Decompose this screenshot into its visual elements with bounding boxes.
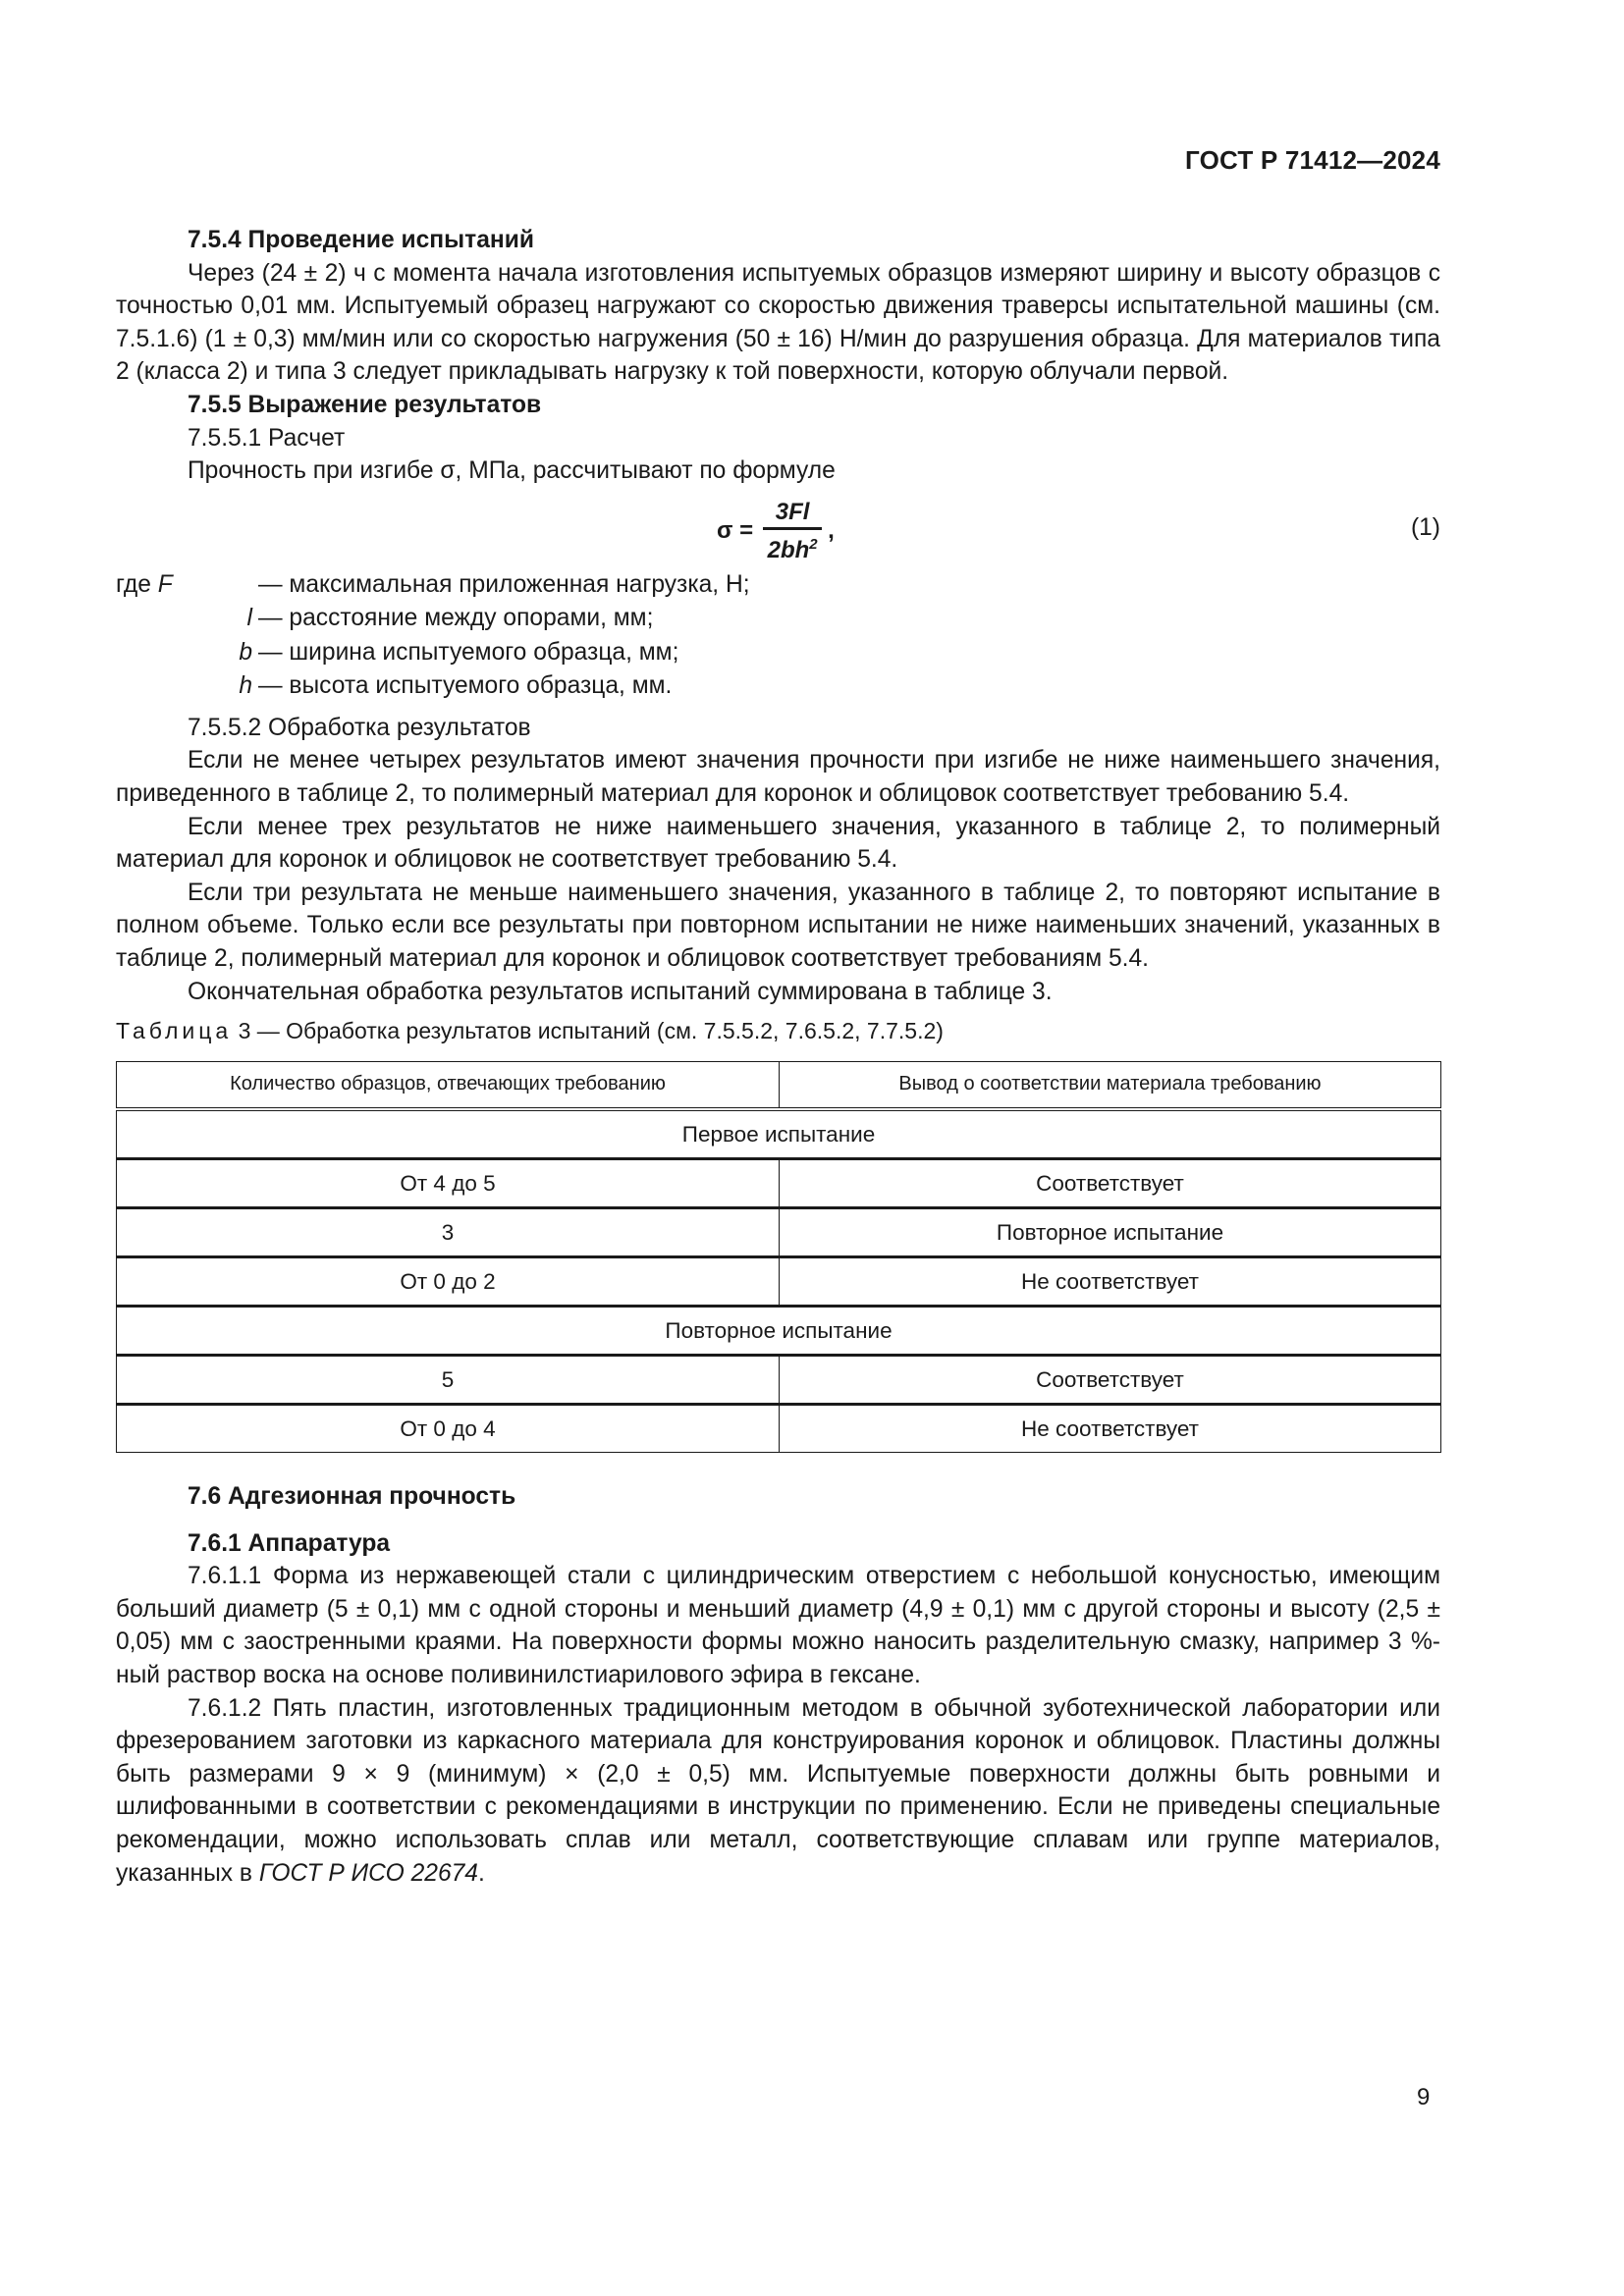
table-cell: От 0 до 4 [117,1405,780,1453]
spacer [116,1453,1440,1480]
table-header-row [117,1062,1441,1110]
table-cell: 3 [117,1208,780,1257]
denominator-base: 2bh [767,536,810,563]
results-processing-table [116,1061,1441,1453]
paragraph-text: 7.6.1.2 Пять пластин, изготовленных традиционным методом в обычной зуботехнической лаборатории или фрезерованием заготовки из каркасного материала для конструирования коронок и облицовок. Пластины должны быть размерами 9 × 9 (минимум) × (2,0 ± 0,5) мм. Испытуемые поверхности должны быть ровными и шлифованными в соответствии с рекомендациями в инструкции по применению. Если не приведены специальные рекомендации, можно использовать сплав или металл, соответствующие сплавам или группе материалов, указанных в [116,1694,1440,1887]
table-cell: Соответствует [780,1356,1441,1405]
formula-fraction [763,498,822,565]
table-section-row [117,1109,1441,1159]
table-caption-text: 3 — Обработка результатов испытаний (см. 7.5.5.2, 7.6.5.2, 7.7.5.2) [238,1018,944,1044]
paragraph-7-6-1-1: 7.6.1.1 Форма из нержавеющей стали с цилиндрическим отверстием с небольшой конусностью, имеющим больший диаметр (5 ± 0,1) мм с одной стороны и меньший диаметр (4,9 ± 0,1) мм с другой стороны и высоту (2,5 ± 0,05) мм с заостренными краями. На поверхности формы можно наносить разделительную смазку, например 3 %-ный раствор воска на основе поливинилстиарилового эфира в гексане. [116,1563,1440,1689]
table-row [117,1356,1441,1405]
formula-denominator [768,530,818,565]
definition-text: — максимальная приложенная нагрузка, Н; [258,570,750,598]
paragraph-test-procedure: Через (24 ± 2) ч с момента начала изготовления испытуемых образцов измеряют ширину и высоту образцов с точностью 0,01 мм. Испытуемый образец нагружают со скоростью движения траверсы испытательной машины (см. 7.5.1.6) (1 ± 0,3) мм/мин или со скоростью нагружения (50 ± 16) Н/мин до разрушения образца. Для материалов типа 2 (класса 2) и типа 3 следует прикладывать нагрузку к той поверхности, которую облучали первой. [116,259,1440,386]
equation-number: (1) [1410,513,1440,541]
table-cell: Соответствует [780,1159,1441,1208]
spacer [116,1514,1440,1527]
paragraph-formula-intro: Прочность при изгибе σ, МПа, рассчитывают по формуле [188,457,836,485]
table-cell: От 0 до 2 [117,1257,780,1307]
table-section-title: Первое испытание [117,1109,1441,1159]
table-section-title: Повторное испытание [117,1307,1441,1356]
symbol-b: b [239,638,252,666]
definition-symbol [116,602,252,636]
paragraph-results-4: Окончательная обработка результатов испытаний суммирована в таблице 3. [188,978,1053,1005]
definition-text: — расстояние между опорами, мм; [258,605,654,632]
table-cell: Не соответствует [780,1257,1441,1307]
paragraph-end: . [478,1859,485,1887]
symbol-F: F [157,570,173,598]
table-row [117,1159,1441,1208]
symbol-h: h [239,672,252,700]
section-heading-7-5-5: 7.5.5 Выражение результатов [188,391,542,418]
table-cell: Повторное испытание [780,1208,1441,1257]
table-caption-label: Таблица [116,1018,233,1044]
definition-row [116,636,1440,670]
table-header-cell: Количество образцов, отвечающих требованию [117,1062,780,1110]
paragraph-7-6-1-2 [116,1692,1440,1891]
section-heading-7-5-4: 7.5.4 Проведение испытаний [188,227,534,253]
definition-symbol [116,669,252,704]
definition-symbol [116,568,252,603]
definition-symbol [116,636,252,670]
formula-definitions [116,568,1440,704]
page-number: 9 [1417,2084,1431,2110]
formula-numerator: 3Fl [775,498,810,525]
formula-lhs: σ = [717,517,754,545]
bending-strength-formula [717,498,835,565]
paragraph-results-2: Если менее трех результатов не ниже наименьшего значения, указанного в таблице 2, то полимерный материал для коронок и облицовок не соответствует требованию 5.4. [116,813,1440,874]
table-header-cell: Вывод о соответствии материала требованию [780,1062,1441,1110]
page-content [116,224,1440,1890]
document-designation: ГОСТ Р 71412—2024 [1185,145,1440,175]
symbol-l: l [246,605,252,632]
subsection-heading-7-5-5-2: 7.5.5.2 Обработка результатов [188,714,531,741]
table-row [117,1208,1441,1257]
paragraph-results-1: Если не менее четырех результатов имеют значения прочности при изгибе не ниже наименьшего значения, приведенного в таблице 2, то полимерный материал для коронок и облицовок соответствует требованию 5.4. [116,747,1440,807]
definition-row [116,669,1440,704]
subsection-heading-7-6-1: 7.6.1 Аппаратура [188,1529,391,1557]
definition-row [116,568,1440,603]
standard-reference: ГОСТ Р ИСО 22674 [258,1859,478,1887]
table-row [117,1405,1441,1453]
definition-row [116,602,1440,636]
section-heading-7-6: 7.6 Адгезионная прочность [188,1483,516,1511]
table-section-row [117,1307,1441,1356]
table-row [117,1257,1441,1307]
paragraph-results-3: Если три результата не меньше наименьшего значения, указанного в таблице 2, то повторяют испытание в полном объеме. Только если все результаты при повторном испытании не ниже наименьших значений, указанных в таблице 2, полимерный материал для коронок и облицовок соответствует требованиям 5.4. [116,879,1440,972]
table-cell: 5 [117,1356,780,1405]
definition-text: — высота испытуемого образца, мм. [258,672,673,700]
subsection-heading-7-5-5-1: 7.5.5.1 Расчет [188,424,346,452]
formula-trailing-comma: , [828,517,835,545]
where-label: где [116,570,151,598]
formula-block [116,494,1440,568]
table-cell: От 4 до 5 [117,1159,780,1208]
table-caption [116,1016,1440,1045]
table-cell: Не соответствует [780,1405,1441,1453]
definition-text: — ширина испытуемого образца, мм; [258,638,679,666]
denominator-exponent: 2 [809,535,818,553]
